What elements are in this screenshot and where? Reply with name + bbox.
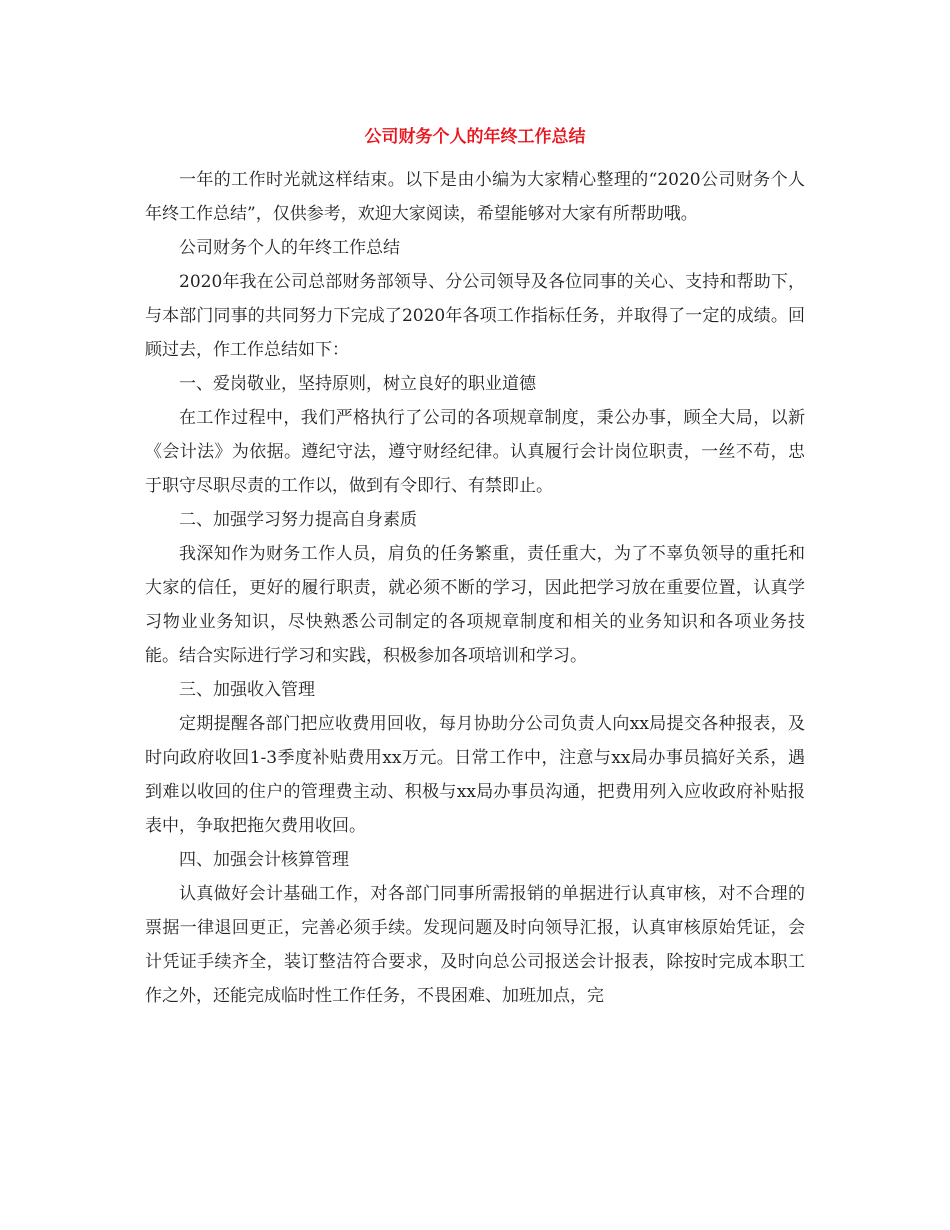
paragraph: 2020年我在公司总部财务部领导、分公司领导及各位同事的关心、支持和帮助下，与本部门同事的共同努力下完成了2020年各项工作指标任务，并取得了一定的成绩。回顾过去，作工作总结如下： (145, 272, 805, 360)
paragraph: 在工作过程中，我们严格执行了公司的各项规章制度，秉公办事，顾全大局，以新《会计法》为依据。遵纪守法，遵守财经纪律。认真履行会计岗位职责，一丝不苟，忠于职守尽职尽责的工作以，做到有令即行、有禁即止。 (145, 408, 805, 496)
paragraph-subtitle: 公司财务个人的年终工作总结 (179, 238, 400, 258)
paragraph: 我深知作为财务工作人员，肩负的任务繁重，责任重大，为了不辜负领导的重托和大家的信任，更好的履行职责，就必须不断的学习，因此把学习放在重要位置，认真学习物业业务知识，尽快熟悉公司制定的各项规章制度和相关的业务知识和各项业务技能。结合实际进行学习和实践，积极参加各项培训和学习。 (145, 544, 805, 666)
section-heading-1: 一、爱岗敬业，坚持原则，树立良好的职业道德 (179, 374, 536, 394)
paragraph-intro: 一年的工作时光就这样结束。以下是由小编为大家精心整理的“2020公司财务个人年终工作总结”，仅供参考，欢迎大家阅读，希望能够对大家有所帮助哦。 (145, 170, 805, 224)
section-heading-4: 四、加强会计核算管理 (179, 850, 349, 870)
paragraph: 定期提醒各部门把应收费用回收，每月协助分公司负责人向xx局提交各种报表，及时向政府收回1-3季度补贴费用xx万元。日常工作中，注意与xx局办事员搞好关系，遇到难以收回的住户的管理费主动、积极与xx局办事员沟通，把费用列入应收政府补贴报表中，争取把拖欠费用收回。 (145, 714, 805, 836)
document-title: 公司财务个人的年终工作总结 (364, 127, 586, 147)
section-heading-3: 三、加强收入管理 (179, 680, 315, 700)
document-body (145, 163, 805, 1013)
section-heading-2: 二、加强学习努力提高自身素质 (179, 510, 417, 530)
paragraph: 认真做好会计基础工作，对各部门同事所需报销的单据进行认真审核，对不合理的票据一律退回更正，完善必须手续。发现问题及时向领导汇报，认真审核原始凭证，会计凭证手续齐全，装订整洁符合要求，及时向总公司报送会计报表，除按时完成本职工作之外，还能完成临时性工作任务，不畏困难、加班加点，完 (145, 884, 805, 1006)
